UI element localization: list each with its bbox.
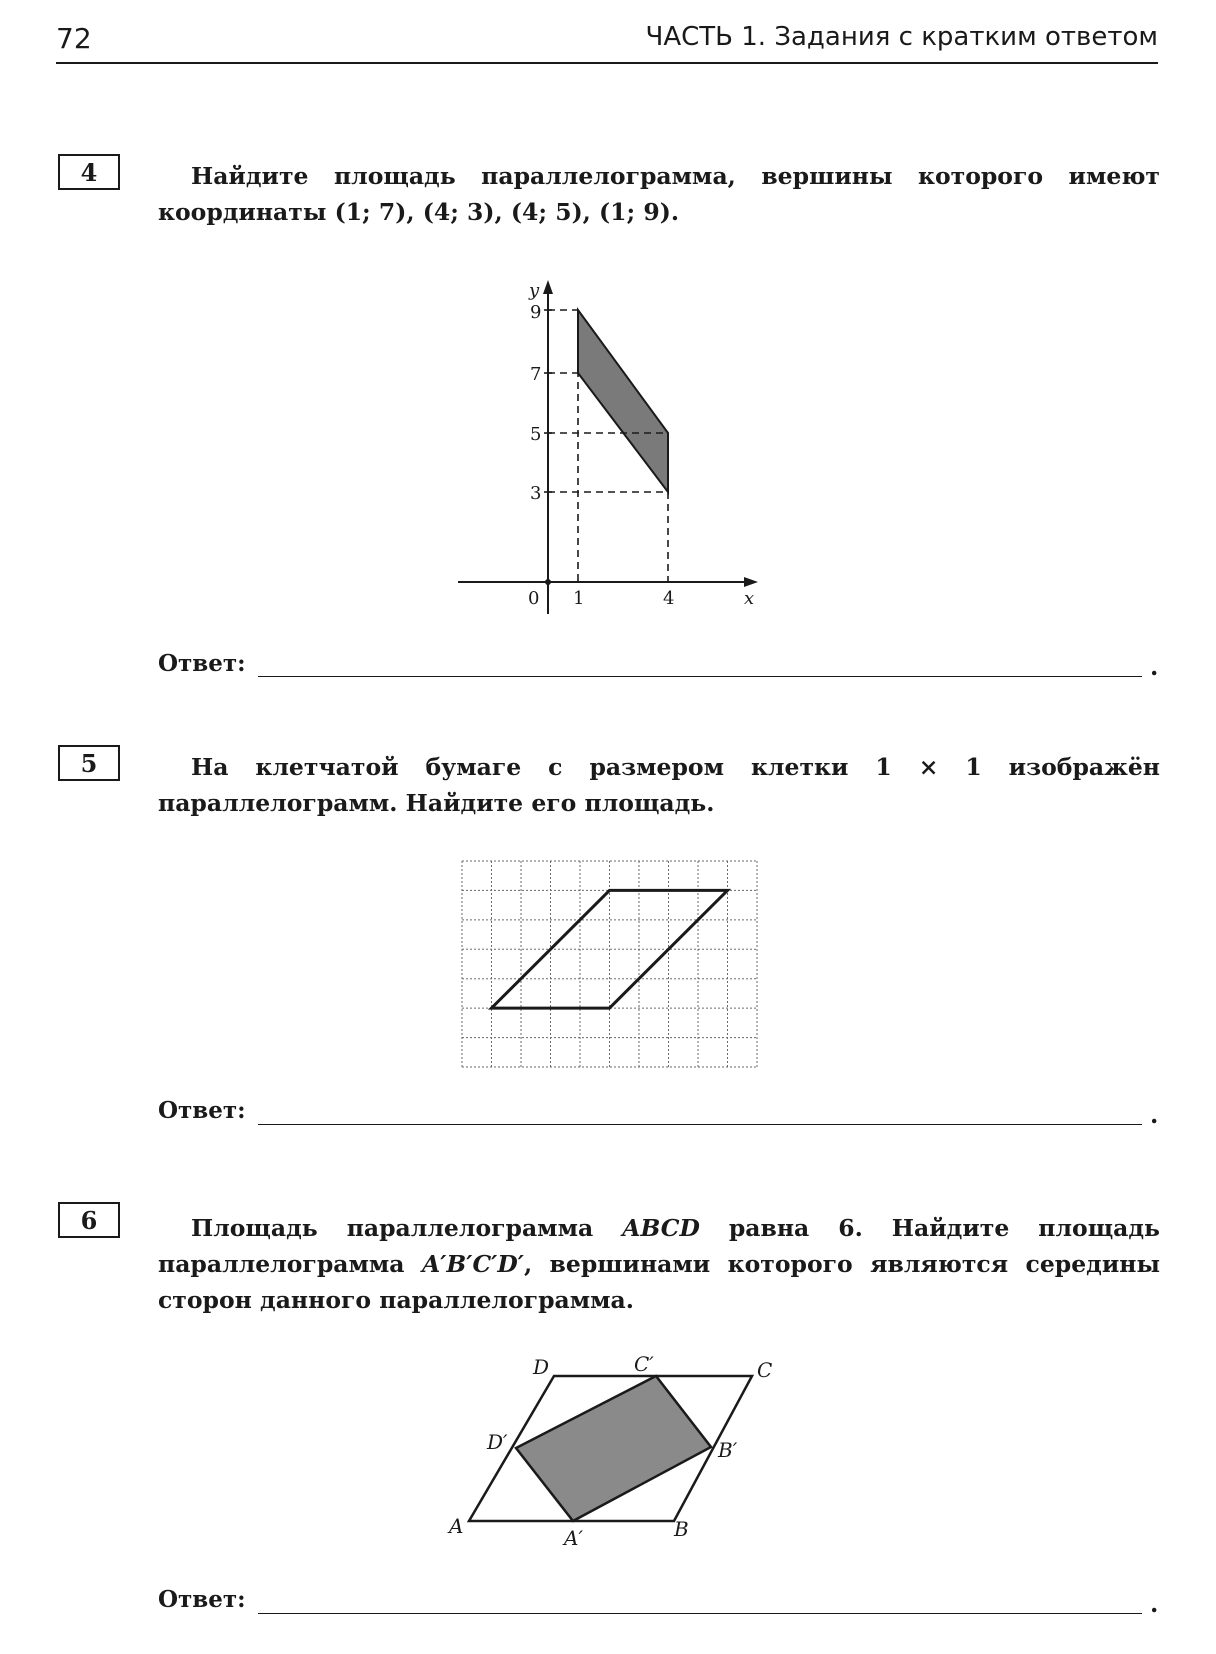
- y-axis-label: y: [529, 280, 540, 301]
- task-5-answer-end: .: [1150, 1100, 1159, 1129]
- x-tick-label: 4: [663, 588, 675, 609]
- vertex-label-b: B: [674, 1517, 689, 1541]
- vertex-label-a: A: [449, 1514, 464, 1538]
- y-tick-label: 7: [530, 364, 542, 385]
- abcd-label: ABCD: [622, 1214, 700, 1242]
- x-tick-label: 1: [573, 588, 585, 609]
- task-6-text: Площадь параллелограмма ABCD равна 6. Найдите площадь параллелограмма A′B′C′D′, вершинами которого являются середины сторон данного параллелограмма.: [158, 1214, 1161, 1314]
- task-5-answer-label: Ответ:: [158, 1097, 246, 1124]
- vertex-label-b-prime: B′: [718, 1438, 738, 1462]
- y-tick-label: 3: [530, 483, 542, 504]
- running-head: ЧАСТЬ 1. Задания с кратким ответом: [645, 22, 1158, 52]
- task-6-answer-field[interactable]: [258, 1613, 1142, 1614]
- inner-parallelogram: [516, 1376, 711, 1521]
- origin-label: 0: [528, 588, 540, 609]
- task-4-text: Найдите площадь параллелограмма, вершины которого имеют координаты (1; 7), (4; 3), (4; 5), (1; 9).: [158, 162, 1160, 226]
- vertex-label-a-prime: A′: [564, 1526, 583, 1550]
- vertex-label-c: C: [757, 1358, 773, 1382]
- vertex-label-d-prime: D′: [487, 1430, 508, 1454]
- abcd-prime-label: A′B′C′D′: [421, 1250, 524, 1278]
- task-6-number: 6: [58, 1202, 120, 1238]
- task-4-answer-label: Ответ:: [158, 650, 246, 677]
- vertex-label-c-prime: C′: [634, 1352, 654, 1376]
- page-number: 72: [56, 22, 92, 55]
- task-4-answer-end: .: [1150, 652, 1159, 681]
- task-5-text: На клетчатой бумаге с размером клетки 1 × 1 изображён параллелограмм. Найдите его площадь.: [158, 753, 1160, 817]
- y-tick-label: 9: [530, 302, 542, 323]
- task-6-answer-label: Ответ:: [158, 1586, 246, 1613]
- task-6-answer-end: .: [1150, 1589, 1159, 1618]
- task-4-number: 4: [58, 154, 120, 190]
- x-axis-label: x: [744, 588, 755, 609]
- task-5-number: 5: [58, 745, 120, 781]
- y-tick-label: 5: [530, 424, 542, 445]
- vertex-label-d: D: [533, 1355, 550, 1379]
